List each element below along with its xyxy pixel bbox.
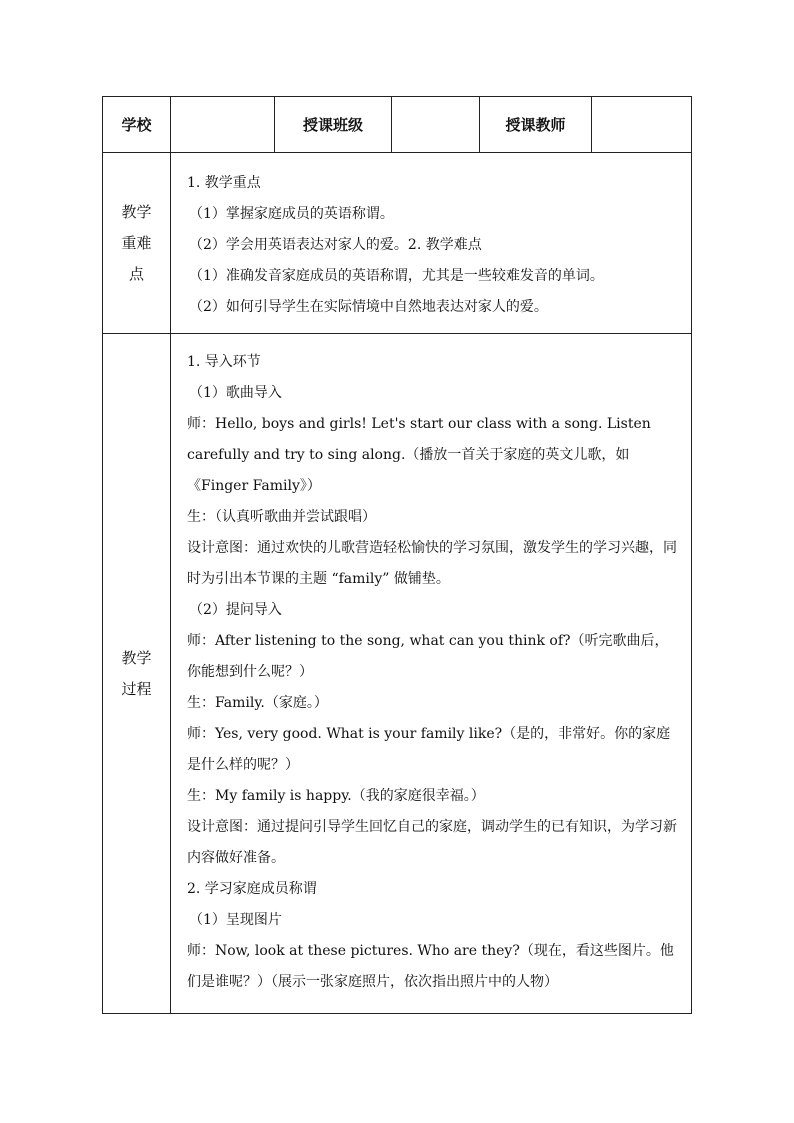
key-points-label (103, 153, 171, 334)
header-row (103, 97, 692, 153)
key-points-label-line: 教学 (121, 202, 152, 221)
process-label-line: 过程 (121, 679, 152, 698)
content-line: 生：Family.（家庭。） (187, 695, 328, 711)
process-label-line: 教学 (121, 648, 152, 667)
content-line: 师：Hello, boys and girls! Let's start our class with a song. Listen carefully and try to sing along.（播放一首关于家庭的英文儿歌，如《Finger Family》） (187, 416, 651, 494)
content-line: （2）学会用英语表达对家人的爱。2. 教学难点 (189, 237, 482, 253)
key-points-label-line: 点 (128, 264, 144, 283)
class-label: 授课班级 (275, 97, 392, 153)
teacher-label: 授课教师 (480, 97, 592, 153)
content-line: （2）如何引导学生在实际情境中自然地表达对家人的爱。 (189, 299, 548, 315)
content-line: （1）呈现图片 (189, 912, 282, 928)
content-line: 师：Yes, very good. What is your family like?（是的，非常好。你的家庭是什么样的呢？） (187, 726, 671, 773)
key-points-content (171, 153, 692, 334)
content-line: （1）掌握家庭成员的英语称谓。 (189, 206, 394, 222)
teacher-value-cell (592, 97, 692, 153)
content-line: 生：My family is happy.（我的家庭很幸福。） (187, 788, 485, 804)
content-line: 生：（认真听歌曲并尝试跟唱） (187, 509, 376, 525)
content-line: 1. 导入环节 (187, 354, 261, 370)
process-row (103, 334, 692, 1014)
school-value-cell (171, 97, 275, 153)
content-line: 1. 教学重点 (187, 175, 261, 191)
content-line: 2. 学习家庭成员称谓 (187, 881, 317, 897)
content-line: （1）歌曲导入 (189, 385, 282, 401)
class-value-cell (392, 97, 480, 153)
key-points-row (103, 153, 692, 334)
process-label (103, 334, 171, 1014)
content-line: （2）提问导入 (189, 602, 282, 618)
lesson-plan-table (102, 96, 692, 1014)
content-line: 师：After listening to the song, what can you think of?（听完歌曲后，你能想到什么呢？） (187, 633, 669, 680)
content-line: 设计意图：通过欢快的儿歌营造轻松愉快的学习氛围，激发学生的学习兴趣，同时为引出本节课的主题 “family” 做铺垫。 (187, 540, 677, 587)
key-points-label-line: 重难 (121, 233, 152, 252)
school-label: 学校 (103, 97, 171, 153)
process-content (171, 334, 692, 1014)
content-line: 设计意图：通过提问引导学生回忆自己的家庭，调动学生的已有知识，为学习新内容做好准备。 (187, 819, 677, 866)
content-line: 师：Now, look at these pictures. Who are they?（现在，看这些图片。他们是谁呢？）（展示一张家庭照片，依次指出照片中的人物） (187, 943, 674, 990)
content-line: （1）准确发音家庭成员的英语称谓，尤其是一些较难发音的单词。 (189, 268, 604, 284)
